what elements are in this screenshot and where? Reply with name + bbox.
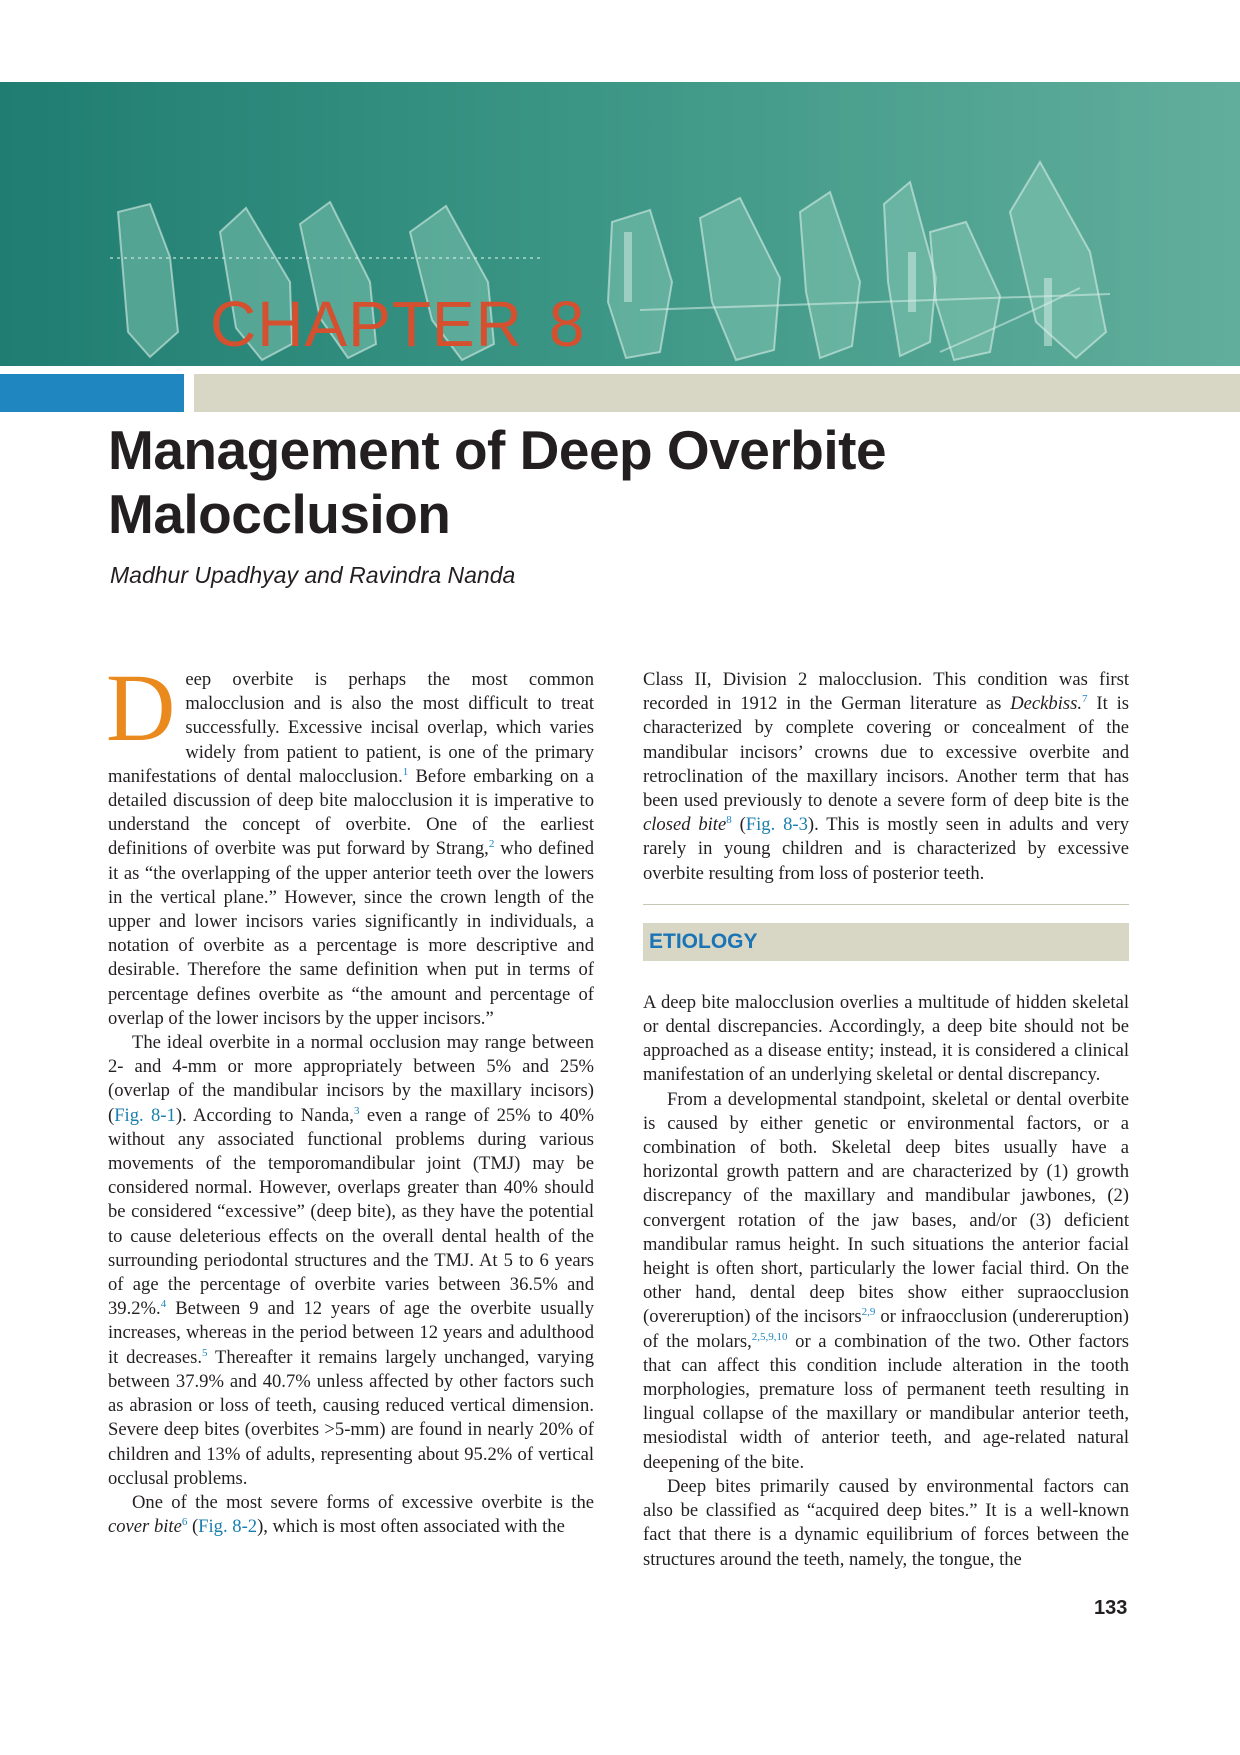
authors: Madhur Upadhyay and Ravindra Nanda: [110, 562, 516, 588]
citation[interactable]: 5: [202, 1346, 208, 1359]
text-run: eep overbite is perhaps the most common malocclusion and is also the most difficult to treat successfully. Excessive incisal overlap, which varies widely from patient to patient, is one of the primary manifestations of dental malocclusion.: [108, 669, 594, 787]
citation[interactable]: 4: [160, 1298, 167, 1311]
paragraph: A deep bite malocclusion overlies a multitude of hidden skeletal or dental discrepancies. Accordingly, a deep bite should not be approached as a disease entity; instead, it is considered a clinical manifestation of an underlying skeletal or dental discrepancy.: [643, 991, 1129, 1086]
chapter-label: [210, 288, 586, 360]
chapter-word: CHAPTER: [210, 288, 523, 360]
section-heading-etiology: ETIOLOGY: [643, 923, 1129, 961]
citation[interactable]: 3: [353, 1104, 360, 1117]
text-run: It is characterized by complete covering or concealment of the mandibular incisors’ crowns due to excessive overbite and retroclination of the maxillary incisors. Another term that has been used previously to denote a severe form of deep bite is the: [643, 693, 1129, 812]
text-run: or a combination of the two. Other factors that can affect this condition include alteration in the tooth morphologies, premature loss of permanent teeth resulting in lingual collapse of the maxillary or mandibular anterior teeth, mesiodistal width of anterior teeth, and age-related natural deepening of the bite.: [643, 1330, 1129, 1473]
text-run: From a developmental standpoint, skeletal or dental overbite is caused by either genetic or environmental factors, or a combination of both. Skeletal deep bites usually have a horizontal growth pattern and are characterized by (1) growth discrepancy of the maxillary and mandibular jawbones, (2) convergent rotation of the jaw bases, and/or (3) deficient mandibular ramus height. In such situations the anterior facial height is often short, particularly the lower facial third. On the other hand, dental deep bites show either supraocclusion (overeruption) of the incisors: [643, 1088, 1129, 1328]
chapter-number: 8: [548, 288, 586, 360]
text-run: ). This is mostly seen in adults and very rarely in young children and is characterized by excessive overbite resulting from loss of posterior teeth.: [643, 814, 1130, 884]
paragraph: [108, 1491, 594, 1539]
citation[interactable]: 6: [181, 1516, 188, 1529]
paragraph: [643, 1088, 1129, 1475]
paragraph: [106, 654, 594, 1031]
text-run: ), which is most often associated with the: [257, 1516, 565, 1538]
right-column: [643, 668, 1129, 1572]
text-run: Before embarking on a detailed discussion of deep bite malocclusion it is imperative to understand the concept of overbite. One of the earliest definitions of overbite was put forward by Strang,: [108, 765, 594, 860]
text-run: The ideal overbite in a normal occlusion may range between 2- and 4-mm or more appropriately between 5% and 25% (overlap of the mandibular incisors by the maxillary incisors) (: [108, 1032, 594, 1126]
figure-link[interactable]: Fig. 8-3: [745, 814, 808, 836]
drop-cap: D: [106, 654, 176, 761]
chapter-banner: [0, 82, 1240, 366]
citation[interactable]: 1: [402, 765, 409, 778]
citation[interactable]: 8: [726, 814, 732, 827]
tooth-illustrations: [0, 82, 1240, 366]
text-run: Thereafter it remains largely unchanged, varying between 37.9% and 40.7% unless affected by other factors such as abrasion or loss of teeth, causing reduced vertical dimension. Severe deep bites (overbites >5-mm) are found in nearly 20% of children and 13% of adults, representing about 95.2% of vertical occlusal problems.: [108, 1346, 594, 1489]
paragraph: [108, 1031, 594, 1491]
text-run: (: [731, 814, 746, 836]
section-divider: [643, 904, 1129, 905]
chapter-title-line-1: Management of Deep Overbite: [108, 419, 887, 481]
figure-link[interactable]: Fig. 8-2: [198, 1516, 258, 1538]
text-run: even a range of 25% to 40% without any associated functional problems during various movements of the temporomandibular joint (TMJ) may be considered normal. However, overlaps greater than 40% should be considered “excessive” (deep bite), as they have the potential to cause deleterious effects on the overall dental health of the surrounding periodontal structures and the TMJ. At 5 to 6 years of age the percentage of overbite varies between 36.5% and 39.2%.: [108, 1104, 594, 1320]
text-run: Class II, Division 2 malocclusion. This condition was first recorded in 1912 in the German literature as: [643, 669, 1129, 715]
paragraph: Deep bites primarily caused by environmental factors can also be classified as “acquired deep bites.” It is a well-known fact that there is a dynamic equilibrium of forces between the structures around the teeth, namely, the tongue, the: [643, 1475, 1129, 1570]
text-run: or infraocclusion (undereruption) of the molars,: [643, 1306, 1129, 1352]
text-run: who defined it as “the overlapping of the upper anterior teeth over the lowers in the vertical plane.” However, since the crown length of the upper and lower incisors varies significantly in individuals, a notation of overbite as a percentage is more descriptive and desirable. Therefore the same definition when put in terms of percentage defines overbite as “the amount and percentage of overlap of the lower incisors by the upper incisors.”: [108, 838, 594, 1029]
paragraph: [643, 668, 1129, 886]
citation[interactable]: 2: [488, 838, 495, 851]
text-run: (: [187, 1516, 199, 1538]
figure-link[interactable]: Fig. 8-1: [114, 1104, 176, 1126]
italic-term: closed bite: [643, 814, 727, 836]
italic-term: cover bite: [108, 1516, 182, 1538]
page-number: 133: [1094, 1597, 1128, 1619]
text-run: One of the most severe forms of excessive overbite is the: [132, 1491, 594, 1513]
text-run: Between 9 and 12 years of age the overbite usually increases, whereas in the period between 12 years and adulthood it decreases.: [108, 1298, 594, 1368]
chapter-title-line-2: Malocclusion: [108, 483, 451, 545]
accent-band-blue: [0, 374, 184, 412]
chapter-title: [108, 418, 1108, 546]
left-column: [106, 654, 594, 1539]
accent-band-gray: [194, 374, 1240, 412]
citation[interactable]: 2,5,9,10: [751, 1330, 788, 1343]
italic-term: Deckbiss.: [1010, 693, 1083, 715]
text-run: ). According to Nanda,: [175, 1104, 354, 1126]
citation[interactable]: 2,9: [861, 1306, 876, 1319]
citation[interactable]: 7: [1082, 693, 1088, 706]
